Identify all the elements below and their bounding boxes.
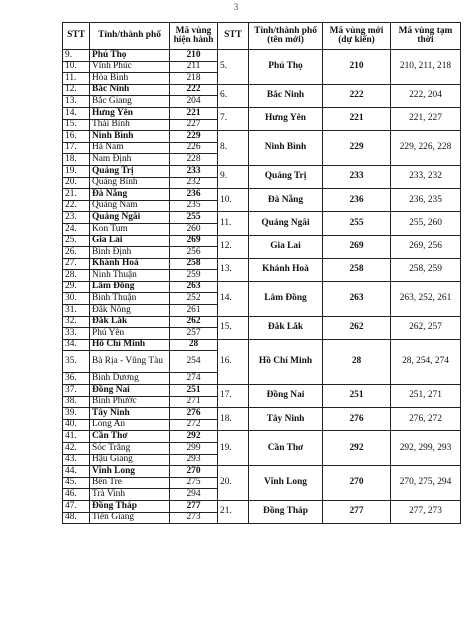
- new-stt-cell: 18.: [218, 408, 249, 431]
- new-stt-cell: 13.: [218, 258, 249, 281]
- province-cell: Hòa Bình: [90, 73, 170, 85]
- province-cell: Đồng Nai: [90, 385, 170, 397]
- province-cell: Quảng Bình: [90, 177, 170, 189]
- new-province-cell: Vĩnh Long: [249, 466, 323, 501]
- current-code-cell: 252: [170, 293, 218, 305]
- province-cell: Trà Vinh: [90, 489, 170, 501]
- current-code-cell: 276: [170, 408, 218, 420]
- new-province-cell: Khánh Hoà: [249, 258, 323, 281]
- current-code-cell: 275: [170, 477, 218, 489]
- temp-code-cell: 233, 232: [391, 165, 461, 188]
- header-new-code: Mã vùng mới (dự kiến): [323, 23, 391, 50]
- new-stt-cell: 8.: [218, 131, 249, 166]
- province-cell: Quảng Nam: [90, 200, 170, 212]
- stt-cell: 10.: [63, 61, 90, 73]
- header-stt-new: STT: [218, 23, 249, 50]
- temp-code-cell: 263, 252, 261: [391, 281, 461, 316]
- header-current-code: Mã vùng hiện hành: [170, 23, 218, 50]
- province-cell: Phú Thọ: [90, 50, 170, 62]
- stt-cell: 23.: [63, 212, 90, 224]
- temp-code-cell: 292, 299, 293: [391, 431, 461, 466]
- new-province-cell: Gia Lai: [249, 235, 323, 258]
- province-cell: Ninh Bình: [90, 131, 170, 143]
- stt-cell: 47.: [63, 500, 90, 512]
- temp-code-cell: 229, 226, 228: [391, 131, 461, 166]
- new-code-cell: 255: [323, 212, 391, 235]
- temp-code-cell: 262, 257: [391, 316, 461, 339]
- stt-cell: 28.: [63, 270, 90, 282]
- province-cell: Bắc Giang: [90, 96, 170, 108]
- table-row: [63, 316, 461, 328]
- new-province-cell: Quảng Trị: [249, 165, 323, 188]
- stt-cell: 16.: [63, 131, 90, 143]
- new-code-cell: 210: [323, 50, 391, 85]
- current-code-cell: 262: [170, 316, 218, 328]
- new-province-cell: Đồng Tháp: [249, 500, 323, 523]
- current-code-cell: 232: [170, 177, 218, 189]
- current-code-cell: 251: [170, 385, 218, 397]
- table-row: [63, 500, 461, 512]
- province-cell: Gia Lai: [90, 235, 170, 247]
- stt-cell: 31.: [63, 305, 90, 317]
- temp-code-cell: 222, 204: [391, 84, 461, 107]
- new-stt-cell: 16.: [218, 339, 249, 384]
- new-code-cell: 251: [323, 385, 391, 408]
- stt-cell: 33.: [63, 328, 90, 340]
- table-row: [63, 107, 461, 119]
- stt-cell: 35.: [63, 351, 90, 373]
- stt-cell: 34.: [63, 339, 90, 351]
- stt-cell: 48.: [63, 512, 90, 524]
- table-row: [63, 431, 461, 443]
- province-cell: Sóc Trăng: [90, 443, 170, 455]
- new-code-cell: 221: [323, 107, 391, 130]
- province-cell: Đắk Nông: [90, 305, 170, 317]
- current-code-cell: 260: [170, 223, 218, 235]
- stt-cell: 9.: [63, 50, 90, 62]
- new-province-cell: Đà Nẵng: [249, 189, 323, 212]
- stt-cell: 15.: [63, 119, 90, 131]
- stt-cell: 24.: [63, 223, 90, 235]
- new-stt-cell: 21.: [218, 500, 249, 523]
- current-code-cell: 211: [170, 61, 218, 73]
- new-province-cell: Tây Ninh: [249, 408, 323, 431]
- header-temp-code: Mã vùng tạm thời: [391, 23, 461, 50]
- new-province-cell: Đồng Nai: [249, 385, 323, 408]
- current-code-cell: 299: [170, 443, 218, 455]
- stt-cell: 42.: [63, 443, 90, 455]
- temp-code-cell: 277, 273: [391, 500, 461, 523]
- new-stt-cell: 12.: [218, 235, 249, 258]
- new-stt-cell: 19.: [218, 431, 249, 466]
- current-code-cell: 272: [170, 419, 218, 431]
- new-stt-cell: 14.: [218, 281, 249, 316]
- new-province-cell: Hưng Yên: [249, 107, 323, 130]
- table-row: [63, 165, 461, 177]
- current-code-cell: 273: [170, 512, 218, 524]
- stt-cell: 18.: [63, 154, 90, 166]
- current-code-cell: 293: [170, 454, 218, 466]
- temp-code-cell: 258, 259: [391, 258, 461, 281]
- current-code-cell: 236: [170, 189, 218, 201]
- province-cell: Đắk Lắk: [90, 316, 170, 328]
- table-row: [63, 466, 461, 478]
- current-code-cell: 258: [170, 258, 218, 270]
- new-code-cell: 277: [323, 500, 391, 523]
- province-cell: Bình Phước: [90, 396, 170, 408]
- table-row: [63, 84, 461, 96]
- current-code-cell: 257: [170, 328, 218, 340]
- province-cell: Tiền Giang: [90, 512, 170, 524]
- province-cell: Bến Tre: [90, 477, 170, 489]
- province-cell: Vĩnh Long: [90, 466, 170, 478]
- new-code-cell: 229: [323, 131, 391, 166]
- new-stt-cell: 10.: [218, 189, 249, 212]
- current-code-cell: 259: [170, 270, 218, 282]
- new-province-cell: Ninh Bình: [249, 131, 323, 166]
- table-row: [63, 50, 461, 62]
- province-cell: Cần Thơ: [90, 431, 170, 443]
- new-province-cell: Bắc Ninh: [249, 84, 323, 107]
- new-province-cell: Phú Thọ: [249, 50, 323, 85]
- stt-cell: 36.: [63, 373, 90, 385]
- current-code-cell: 270: [170, 466, 218, 478]
- stt-cell: 37.: [63, 385, 90, 397]
- area-code-table: [62, 22, 461, 524]
- new-stt-cell: 7.: [218, 107, 249, 130]
- stt-cell: 32.: [63, 316, 90, 328]
- new-stt-cell: 5.: [218, 50, 249, 85]
- new-stt-cell: 17.: [218, 385, 249, 408]
- new-code-cell: 262: [323, 316, 391, 339]
- temp-code-cell: 236, 235: [391, 189, 461, 212]
- table-row: [63, 385, 461, 397]
- new-stt-cell: 15.: [218, 316, 249, 339]
- province-cell: Hưng Yên: [90, 107, 170, 119]
- province-cell: Bình Thuận: [90, 293, 170, 305]
- new-code-cell: 222: [323, 84, 391, 107]
- new-province-cell: Lâm Đồng: [249, 281, 323, 316]
- province-cell: Ninh Thuận: [90, 270, 170, 282]
- province-cell: Đồng Tháp: [90, 500, 170, 512]
- current-code-cell: 228: [170, 154, 218, 166]
- current-code-cell: 28: [170, 339, 218, 351]
- stt-cell: 30.: [63, 293, 90, 305]
- new-code-cell: 263: [323, 281, 391, 316]
- table-body: [63, 50, 461, 524]
- stt-cell: 21.: [63, 189, 90, 201]
- current-code-cell: 261: [170, 305, 218, 317]
- current-code-cell: 227: [170, 119, 218, 131]
- area-code-table-wrapper: [62, 22, 461, 524]
- current-code-cell: 233: [170, 165, 218, 177]
- stt-cell: 39.: [63, 408, 90, 420]
- temp-code-cell: 251, 271: [391, 385, 461, 408]
- new-code-cell: 292: [323, 431, 391, 466]
- province-cell: Hồ Chí Minh: [90, 339, 170, 351]
- stt-cell: 13.: [63, 96, 90, 108]
- province-cell: Hà Nam: [90, 142, 170, 154]
- stt-cell: 20.: [63, 177, 90, 189]
- new-code-cell: 233: [323, 165, 391, 188]
- current-code-cell: 269: [170, 235, 218, 247]
- stt-cell: 11.: [63, 73, 90, 85]
- province-cell: Bình Dương: [90, 373, 170, 385]
- province-cell: Đà Nẵng: [90, 189, 170, 201]
- current-code-cell: 294: [170, 489, 218, 501]
- new-code-cell: 28: [323, 339, 391, 384]
- current-code-cell: 255: [170, 212, 218, 224]
- current-code-cell: 277: [170, 500, 218, 512]
- current-code-cell: 235: [170, 200, 218, 212]
- province-cell: Bình Định: [90, 247, 170, 259]
- province-cell: Long An: [90, 419, 170, 431]
- table-row: [63, 131, 461, 143]
- table-row: [63, 408, 461, 420]
- new-code-cell: 236: [323, 189, 391, 212]
- stt-cell: 17.: [63, 142, 90, 154]
- temp-code-cell: 270, 275, 294: [391, 466, 461, 501]
- province-cell: Nam Định: [90, 154, 170, 166]
- header-province: Tỉnh/thành phố: [90, 23, 170, 50]
- table-row: [63, 258, 461, 270]
- new-code-cell: 276: [323, 408, 391, 431]
- new-province-cell: Cần Thơ: [249, 431, 323, 466]
- temp-code-cell: 28, 254, 274: [391, 339, 461, 384]
- new-code-cell: 270: [323, 466, 391, 501]
- page-number: 3: [233, 2, 239, 12]
- province-cell: Thái Bình: [90, 119, 170, 131]
- current-code-cell: 218: [170, 73, 218, 85]
- stt-cell: 29.: [63, 281, 90, 293]
- province-cell: Tây Ninh: [90, 408, 170, 420]
- stt-cell: 43.: [63, 454, 90, 466]
- current-code-cell: 210: [170, 50, 218, 62]
- current-code-cell: 204: [170, 96, 218, 108]
- header-row: [63, 23, 461, 50]
- province-cell: Hậu Giang: [90, 454, 170, 466]
- new-province-cell: Đắk Lắk: [249, 316, 323, 339]
- province-cell: Lâm Đồng: [90, 281, 170, 293]
- stt-cell: 41.: [63, 431, 90, 443]
- stt-cell: 25.: [63, 235, 90, 247]
- header-stt: STT: [63, 23, 90, 50]
- province-cell: Kon Tum: [90, 223, 170, 235]
- current-code-cell: 254: [170, 351, 218, 373]
- new-stt-cell: 20.: [218, 466, 249, 501]
- new-stt-cell: 6.: [218, 84, 249, 107]
- temp-code-cell: 255, 260: [391, 212, 461, 235]
- current-code-cell: 221: [170, 107, 218, 119]
- current-code-cell: 229: [170, 131, 218, 143]
- temp-code-cell: 269, 256: [391, 235, 461, 258]
- stt-cell: 40.: [63, 419, 90, 431]
- current-code-cell: 263: [170, 281, 218, 293]
- temp-code-cell: 210, 211, 218: [391, 50, 461, 85]
- new-code-cell: 258: [323, 258, 391, 281]
- stt-cell: 27.: [63, 258, 90, 270]
- province-cell: Bà Rịa - Vũng Tàu: [90, 351, 170, 373]
- table-row: [63, 235, 461, 247]
- new-code-cell: 269: [323, 235, 391, 258]
- table-row: [63, 189, 461, 201]
- new-stt-cell: 9.: [218, 165, 249, 188]
- stt-cell: 46.: [63, 489, 90, 501]
- province-cell: Khánh Hoà: [90, 258, 170, 270]
- temp-code-cell: 221, 227: [391, 107, 461, 130]
- stt-cell: 26.: [63, 247, 90, 259]
- stt-cell: 45.: [63, 477, 90, 489]
- stt-cell: 44.: [63, 466, 90, 478]
- header-new-province: Tỉnh/thành phố (tên mới): [249, 23, 323, 50]
- table-row: [63, 212, 461, 224]
- new-province-cell: Hồ Chí Minh: [249, 339, 323, 384]
- province-cell: Quảng Ngãi: [90, 212, 170, 224]
- province-cell: Quảng Trị: [90, 165, 170, 177]
- stt-cell: 12.: [63, 84, 90, 96]
- current-code-cell: 292: [170, 431, 218, 443]
- province-cell: Vĩnh Phúc: [90, 61, 170, 73]
- province-cell: Bắc Ninh: [90, 84, 170, 96]
- temp-code-cell: 276, 272: [391, 408, 461, 431]
- current-code-cell: 226: [170, 142, 218, 154]
- current-code-cell: 271: [170, 396, 218, 408]
- stt-cell: 38.: [63, 396, 90, 408]
- stt-cell: 19.: [63, 165, 90, 177]
- table-row: [63, 339, 461, 351]
- current-code-cell: 222: [170, 84, 218, 96]
- table-row: [63, 281, 461, 293]
- stt-cell: 22.: [63, 200, 90, 212]
- stt-cell: 14.: [63, 107, 90, 119]
- current-code-cell: 274: [170, 373, 218, 385]
- new-stt-cell: 11.: [218, 212, 249, 235]
- new-province-cell: Quảng Ngãi: [249, 212, 323, 235]
- province-cell: Phú Yên: [90, 328, 170, 340]
- current-code-cell: 256: [170, 247, 218, 259]
